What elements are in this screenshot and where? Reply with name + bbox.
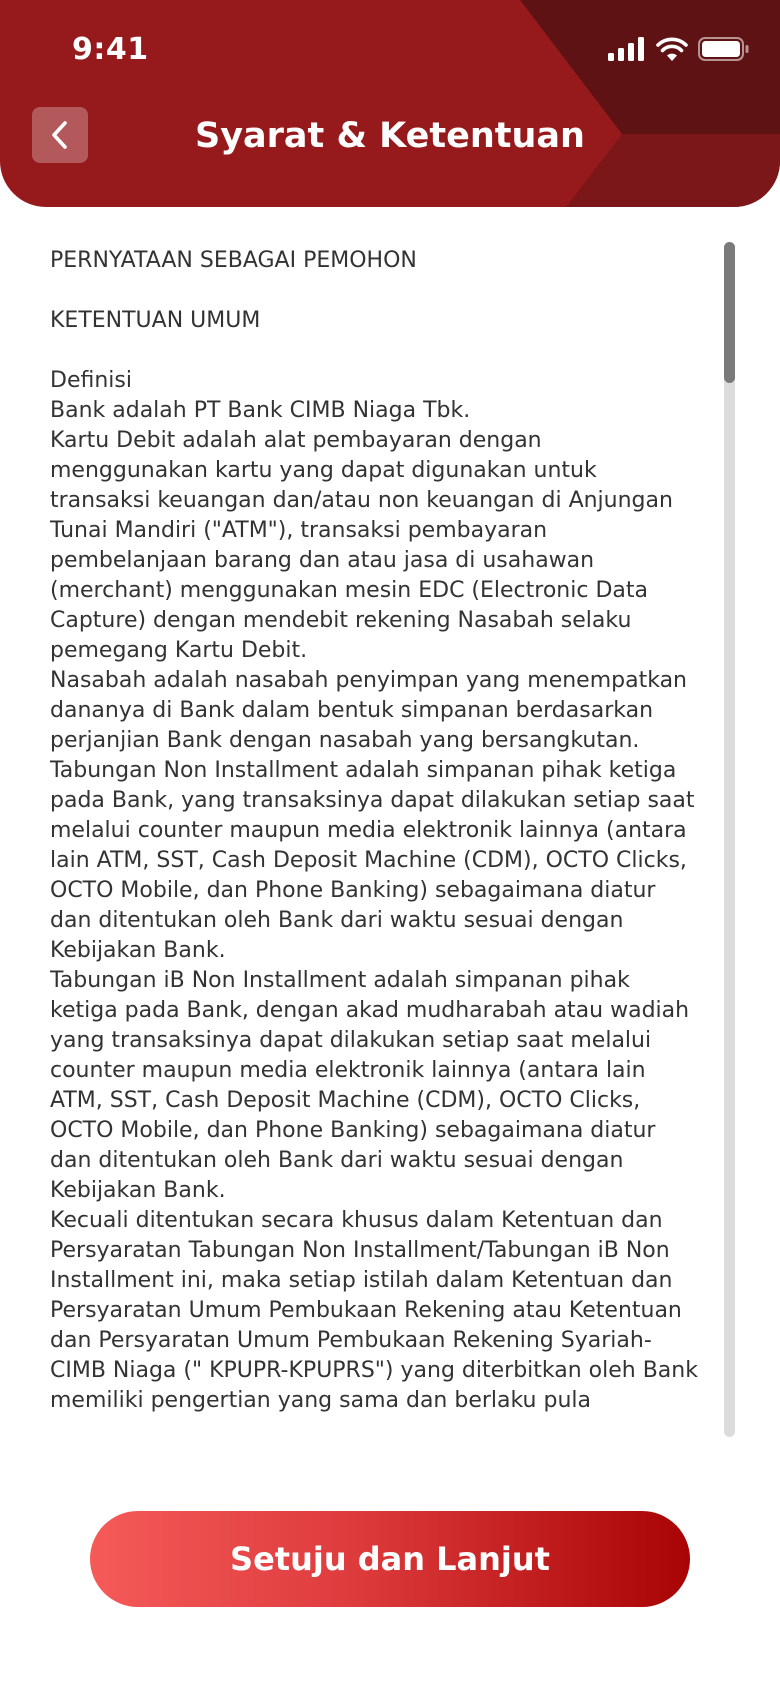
terms-section-title: Definisi bbox=[50, 368, 132, 393]
cellular-signal-icon bbox=[608, 37, 646, 61]
terms-paragraph: Kecuali ditentukan secara khusus dalam Ketentuan dan Persyaratan Tabungan Non Installment/Tabungan iB Non Installment ini, maka setiap istilah dalam Ketentuan dan Persyaratan Umum Pembukaan Rekening atau Ketentuan dan Persyaratan Umum Pembukaan Rekening Syariah-CIMB Niaga (" KPUPR-KPUPRS") yang diterbitkan oleh Bank memiliki pengertian yang sama dan berlaku pula bbox=[50, 1208, 698, 1413]
scrollbar-track[interactable] bbox=[724, 242, 735, 1437]
terms-paragraph: Tabungan Non Installment adalah simpanan pihak ketiga pada Bank, yang transaksinya dapat dilakukan setiap saat melalui counter maupun media elektronik lainnya (antara lain ATM, SST, Cash Deposit Machine (CDM), OCTO Clicks, OCTO Mobile, dan Phone Banking) sebagaimana diatur dan ditentukan oleh Bank dari waktu sesuai dengan Kebijakan Bank. bbox=[50, 758, 695, 963]
terms-paragraph: Tabungan iB Non Installment adalah simpanan pihak ketiga pada Bank, dengan akad mudharabah atau wadiah yang transaksinya dapat dilakukan setiap saat melalui counter maupun media elektronik lainnya (antara lain ATM, SST, Cash Deposit Machine (CDM), OCTO Clicks, OCTO Mobile, dan Phone Banking) sebagaimana diatur dan ditentukan oleh Bank dari waktu sesuai dengan Kebijakan Bank. bbox=[50, 968, 690, 1203]
scrollbar-thumb[interactable] bbox=[724, 242, 735, 383]
terms-paragraph: Nasabah adalah nasabah penyimpan yang menempatkan dananya di Bank dalam bentuk simpanan berdasarkan perjanjian Bank dengan nasabah yang bersangkutan. bbox=[50, 668, 687, 753]
back-button[interactable] bbox=[32, 107, 88, 163]
terms-content[interactable] bbox=[50, 246, 700, 1418]
battery-icon bbox=[698, 37, 750, 61]
status-time: 9:41 bbox=[72, 32, 149, 67]
chevron-left-icon bbox=[47, 120, 73, 150]
status-icons bbox=[608, 34, 750, 64]
app-header bbox=[0, 0, 780, 207]
wifi-icon bbox=[656, 37, 688, 61]
terms-paragraph: Kartu Debit adalah alat pembayaran dengan menggunakan kartu yang dapat digunakan untuk transaksi keuangan dan/atau non keuangan di Anjungan Tunai Mandiri ("ATM"), transaksi pembayaran pembelanjaan barang dan atau jasa di usahawan (merchant) menggunakan mesin EDC (Electronic Data Capture) dengan mendebit rekening Nasabah selaku pemegang Kartu Debit. bbox=[50, 428, 673, 663]
terms-paragraph: Bank adalah PT Bank CIMB Niaga Tbk. bbox=[50, 398, 471, 423]
page-title: Syarat & Ketentuan bbox=[195, 116, 585, 156]
agree-continue-button[interactable]: Setuju dan Lanjut bbox=[90, 1511, 690, 1607]
terms-heading: KETENTUAN UMUM bbox=[50, 308, 261, 333]
terms-heading: PERNYATAAN SEBAGAI PEMOHON bbox=[50, 248, 417, 273]
